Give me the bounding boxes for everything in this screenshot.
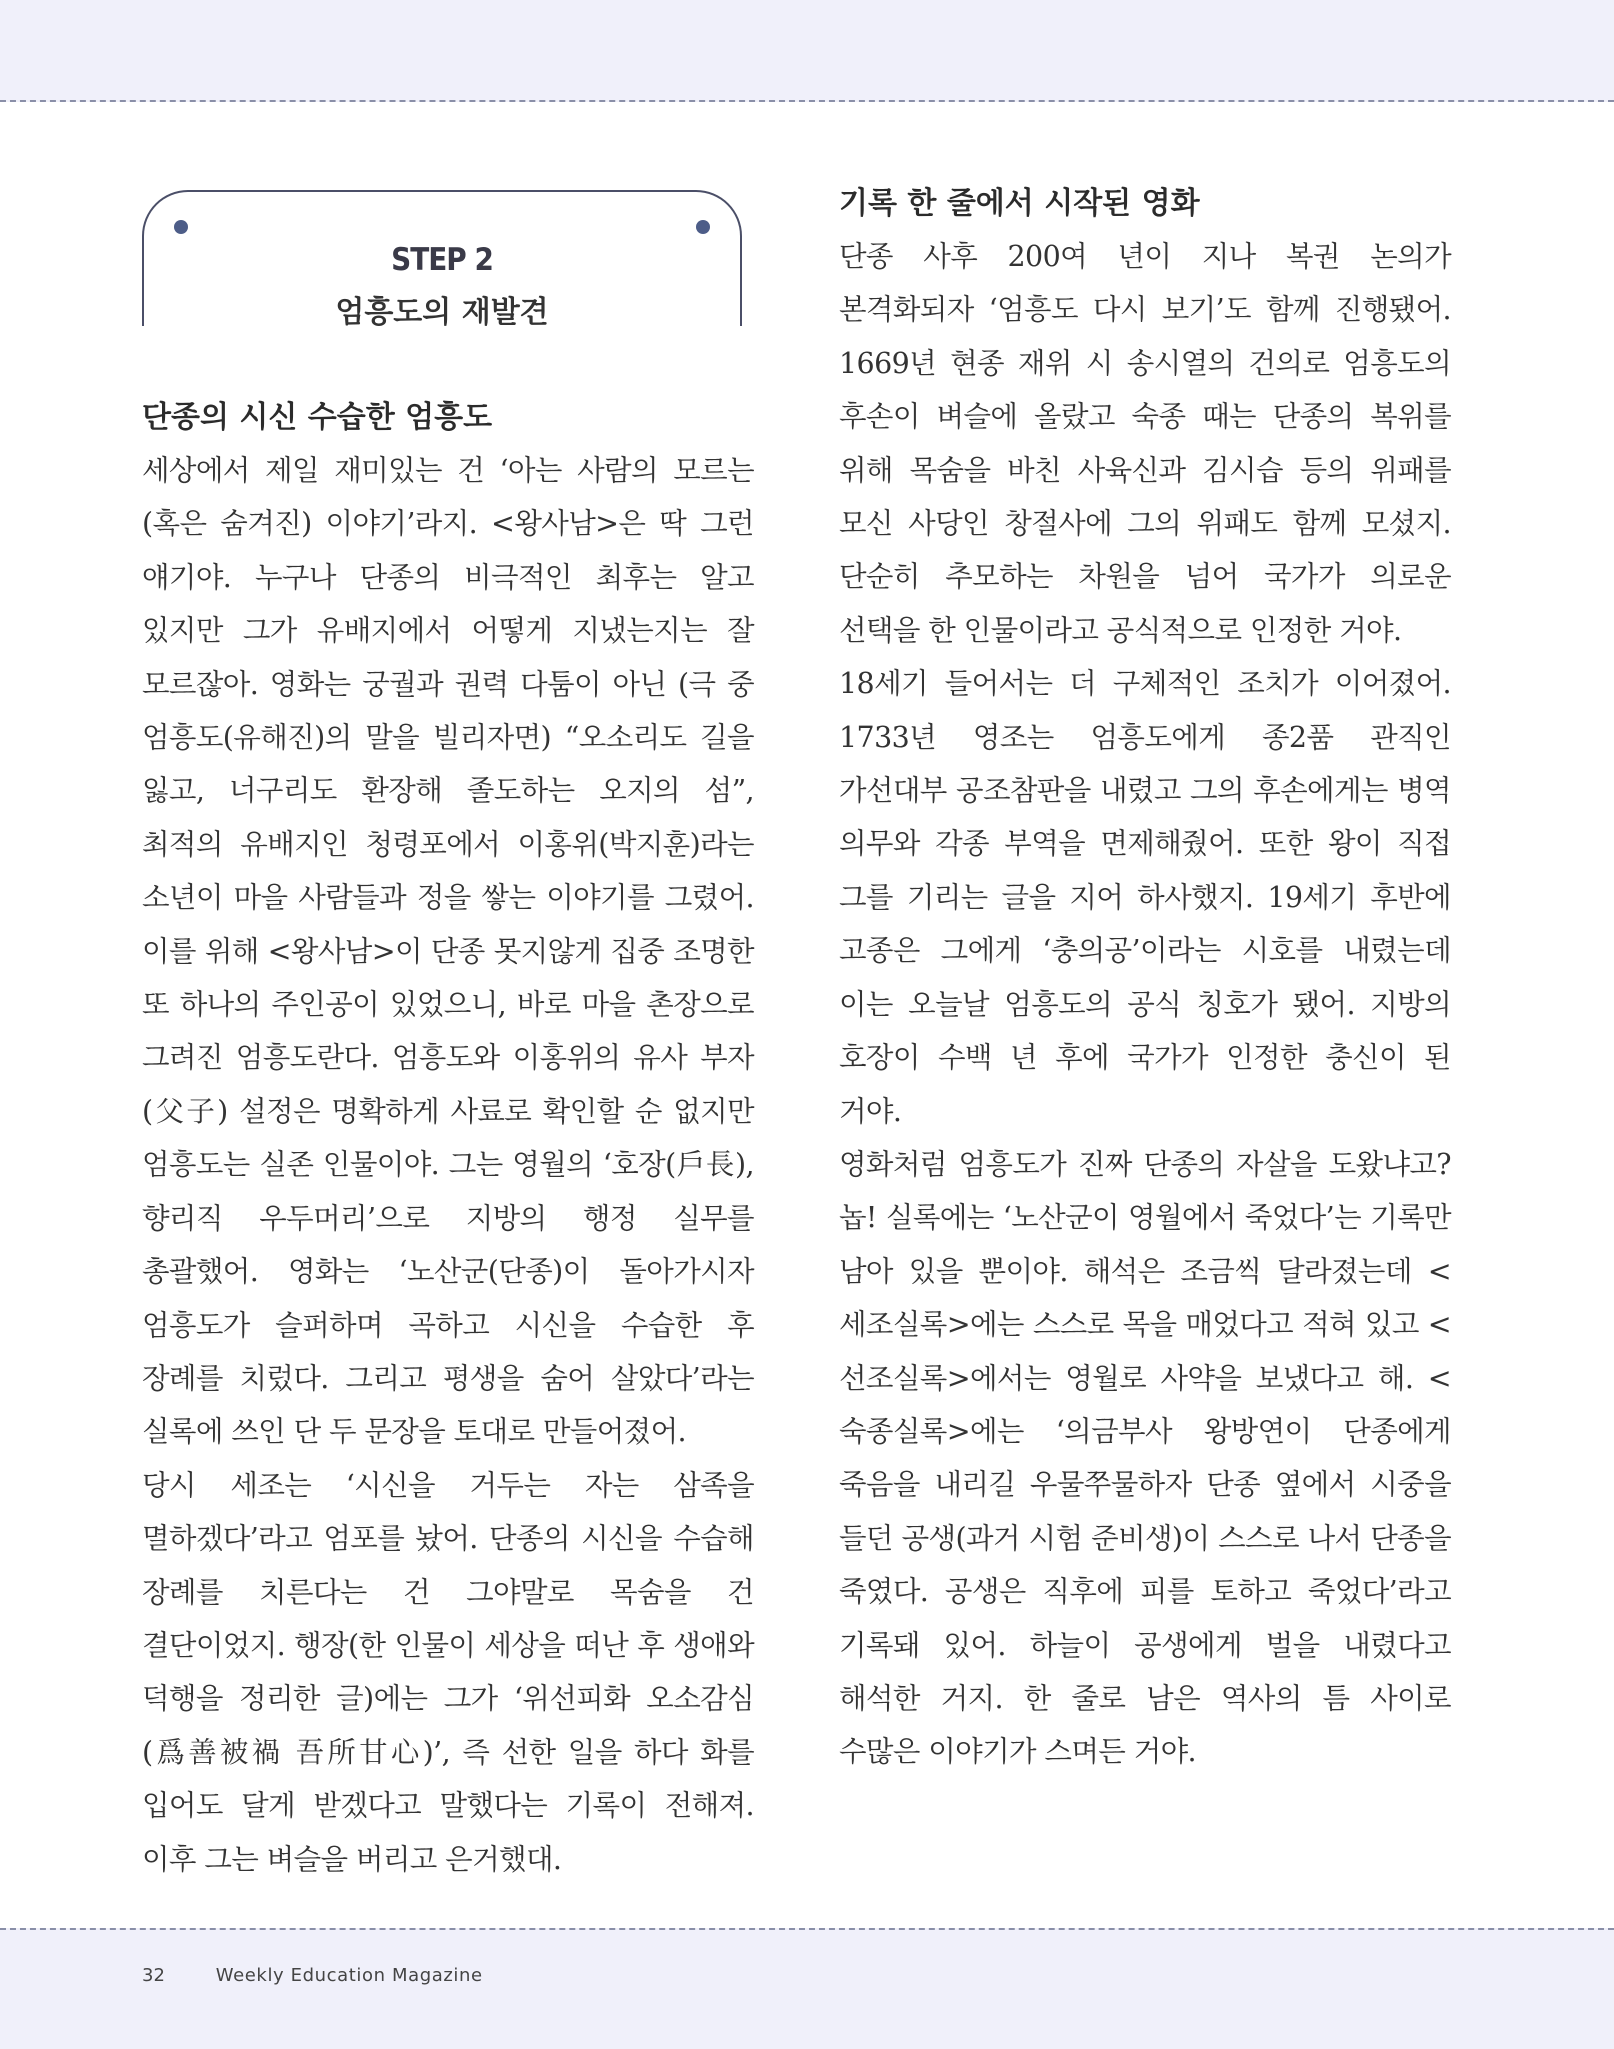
step-title: 엄흥도의 재발견 [335,295,549,330]
step-label: STEP 2 [391,242,493,278]
step-box [142,190,742,330]
top-band [0,0,1614,102]
paragraph: 18세기 들어서는 더 구체적인 조치가 이어졌어. 1733년 영조는 엄흥도에게 종2품 관직인 가선대부 공조참판을 내렸고 그의 후손에게는 병역 의무와 각종 부역을 면제해줬어. 또한 왕이 직접 그를 기리는 글을 지어 하사했지. 19세기 후반에 고종은 그에게 ‘충의공’이라는 시호를 내렸는데 이는 오늘날 엄흥도의 공식 칭호가 됐어. 지방의 호장이 수백 년 후에 국가가 인정한 충신이 된 거야. [839,667,1451,1128]
bottom-band [0,1928,1614,2049]
right-column [839,178,1451,1779]
section-heading-right: 기록 한 줄에서 시작된 영화 [839,186,1200,221]
paragraph: 당시 세조는 ‘시신을 거두는 자는 삼족을 멸하겠다’라고 엄포를 놨어. 단종의 시신을 수습해 장례를 치른다는 건 그야말로 목숨을 건 결단이었지. 행장(한 인물이 세상을 떠난 후 생애와 덕행을 정리한 글)에는 그가 ‘위선피화 오소감심(爲善被禍 吾所甘心)’, 즉 선한 일을 하다 화를 입어도 달게 받겠다고 말했다는 기록이 전해져. 이후 그는 벼슬을 버리고 은거했대. [142,1468,754,1876]
bullet-dot-right [696,220,710,234]
bullet-dot-left [174,220,188,234]
magazine-name: Weekly Education Magazine [215,1965,483,1986]
page-footer [142,1965,483,1986]
page-number: 32 [142,1965,165,1986]
paragraph: 단종 사후 200여 년이 지나 복권 논의가 본격화되자 ‘엄흥도 다시 보기’도 함께 진행됐어. 1669년 현종 재위 시 송시열의 건의로 엄흥도의 후손이 벼슬에 올랐고 숙종 때는 단종의 복위를 위해 목숨을 바친 사육신과 김시습 등의 위패를 모신 사당인 창절사에 그의 위패도 함께 모셨지. 단순히 추모하는 차원을 넘어 국가가 의로운 선택을 한 인물이라고 공식적으로 인정한 거야. [839,240,1451,647]
section-heading-left: 단종의 시신 수습한 엄흥도 [142,400,493,435]
left-column [142,392,754,1886]
paragraph: 세상에서 제일 재미있는 건 ‘아는 사람의 모르는(혹은 숨겨진) 이야기’라지. <왕사남>은 딱 그런 얘기야. 누구나 단종의 비극적인 최후는 알고 있지만 그가 유배지에서 어떻게 지냈는지는 잘 모르잖아. 영화는 궁궐과 권력 다툼이 아닌 (극 중 엄흥도(유해진)의 말을 빌리자면) “오소리도 길을 잃고, 너구리도 환장해 졸도하는 오지의 섬”, 최적의 유배지인 청령포에서 이홍위(박지훈)라는 소년이 마을 사람들과 정을 쌓는 이야기를 그렸어. 이를 위해 <왕사남>이 단종 못지않게 집중 조명한 또 하나의 주인공이 있었으니, 바로 마을 촌장으로 그려진 엄흥도란다. 엄흥도와 이홍위의 유사 부자(父子) 설정은 명확하게 사료로 확인할 순 없지만 엄흥도는 실존 인물이야. 그는 영월의 ‘호장(戶長), 향리직 우두머리’으로 지방의 행정 실무를 총괄했어. 영화는 ‘노산군(단종)이 돌아가시자 엄흥도가 슬퍼하며 곡하고 시신을 수습한 후 장례를 치렀다. 그리고 평생을 숨어 살았다’라는 실록에 쓰인 단 두 문장을 토대로 만들어졌어. [142,454,754,1449]
paragraph: 영화처럼 엄흥도가 진짜 단종의 자살을 도왔냐고? 놉! 실록에는 ‘노산군이 영월에서 죽었다’는 기록만 남아 있을 뿐이야. 해석은 조금씩 달라졌는데 <세조실록>에는 스스로 목을 매었다고 적혀 있고 <선조실록>에서는 영월로 사약을 보냈다고 해. <숙종실록>에는 ‘의금부사 왕방연이 단종에게 죽음을 내리길 우물쭈물하자 단종 옆에서 시중을 들던 공생(과거 시험 준비생)이 스스로 나서 단종을 죽였다. 공생은 직후에 피를 토하고 죽었다’라고 기록돼 있어. 하늘이 공생에게 벌을 내렸다고 해석한 거지. 한 줄로 남은 역사의 틈 사이로 수많은 이야기가 스며든 거야. [839,1147,1451,1769]
